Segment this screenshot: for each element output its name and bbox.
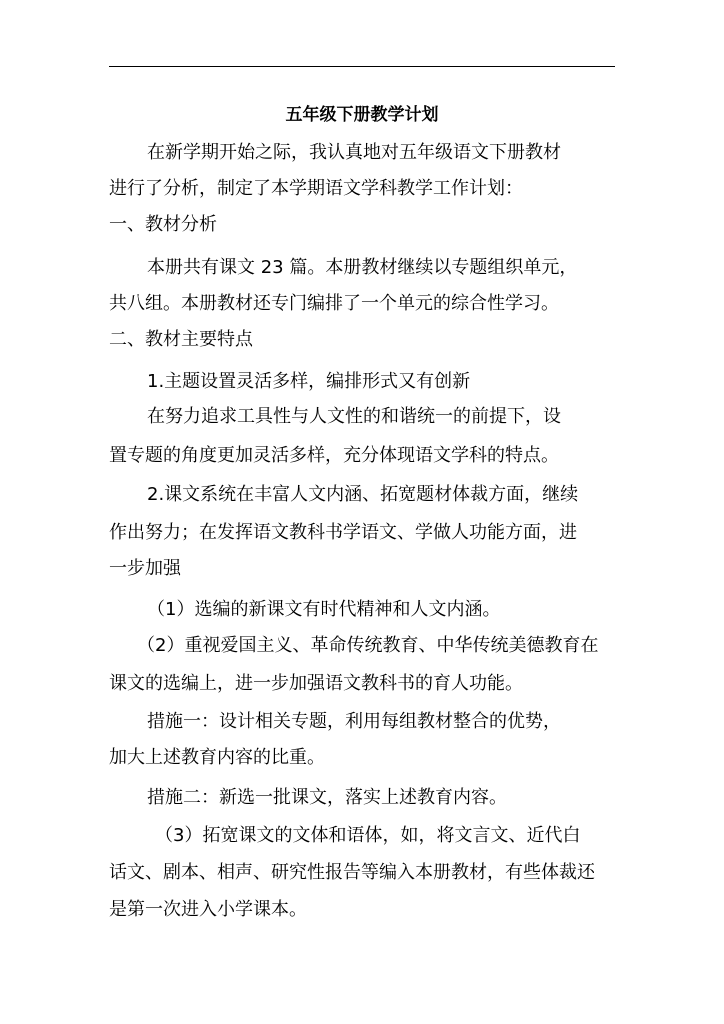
- paragraph-line: 话文、剧本、相声、研究性报告等编入本册教材，有些体裁还: [109, 862, 595, 883]
- paragraph-line: 进行了分析，制定了本学期语文学科教学工作计划：: [109, 178, 523, 199]
- section-heading: 一、教材分析: [109, 214, 217, 235]
- section-heading: 二、教材主要特点: [109, 329, 253, 350]
- paragraph-line: 作出努力；在发挥语文教科书学语文、学做人功能方面，进: [109, 522, 577, 543]
- list-item: （3）拓宽课文的文体和语体，如，将文言文、近代白: [155, 825, 581, 846]
- paragraph-line: 是第一次进入小学课本。: [109, 899, 307, 920]
- paragraph-line: 在努力追求工具性与人文性的和谐统一的前提下，设: [147, 406, 561, 427]
- document-title: 五年级下册教学计划: [285, 105, 439, 125]
- paragraph-line: 课文的选编上，进一步加强语文教科书的育人功能。: [109, 673, 523, 694]
- paragraph-line: 措施一：设计相关专题，利用每组教材整合的优势，: [147, 711, 561, 732]
- paragraph-line: 在新学期开始之际，我认真地对五年级语文下册教材: [147, 142, 561, 163]
- paragraph-line: 置专题的角度更加灵活多样，充分体现语文学科的特点。: [109, 445, 559, 466]
- list-item: （2）重视爱国主义、革命传统教育、中华传统美德教育在: [137, 635, 599, 656]
- paragraph-line: 一步加强: [109, 558, 181, 579]
- paragraph-line: 加大上述教育内容的比重。: [109, 747, 325, 768]
- paragraph-line: 本册共有课文 23 篇。本册教材继续以专题组织单元，: [147, 257, 578, 278]
- header-rule: [109, 66, 615, 67]
- paragraph-line: 措施二：新选一批课文，落实上述教育内容。: [147, 787, 507, 808]
- subsection-heading: 2.课文系统在丰富人文内涵、拓宽题材体裁方面，继续: [147, 484, 579, 505]
- list-item: （1）选编的新课文有时代精神和人文内涵。: [147, 599, 501, 620]
- subsection-heading: 1.主题设置灵活多样，编排形式又有创新: [147, 371, 471, 392]
- paragraph-line: 共八组。本册教材还专门编排了一个单元的综合性学习。: [109, 293, 559, 314]
